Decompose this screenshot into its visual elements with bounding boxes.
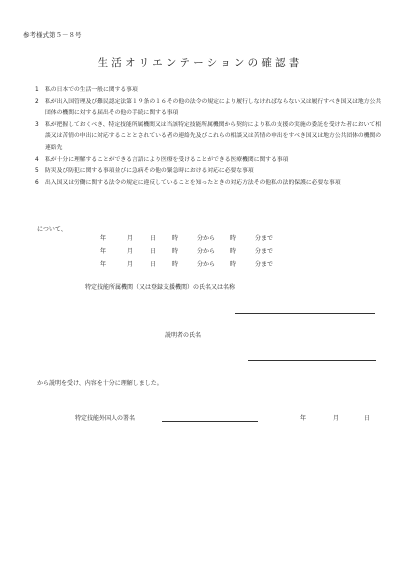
hour-label-2: 時 — [230, 248, 237, 255]
month-label: 月 — [127, 235, 134, 242]
item-text: 防災及び防犯に関する事項並びに急病その他の緊急時における対応に必要な事項 — [45, 168, 254, 175]
minute-from-label: 分から — [197, 235, 216, 242]
day-label: 日 — [150, 235, 157, 242]
item-text: 私の日本での生活一般に関する事項 — [45, 87, 138, 93]
list-item — [35, 120, 385, 155]
org-name-field[interactable] — [235, 313, 375, 314]
sign-day-label: 日 — [364, 415, 371, 422]
item-number: 5 — [35, 168, 39, 175]
item-number: 1 — [35, 87, 39, 93]
hour-label: 時 — [172, 261, 179, 268]
signature-field[interactable] — [162, 421, 258, 422]
day-label: 日 — [150, 248, 157, 255]
sign-month-label: 月 — [333, 415, 340, 422]
list-item — [35, 155, 385, 167]
form-number: 参考様式第５－８号 — [23, 31, 82, 39]
item-text: 出入国又は労働に関する法令の規定に違反していることを知ったときの対応方法その他私の法的保護に必要な事項 — [45, 179, 341, 186]
item-number: 3 — [35, 121, 39, 128]
minute-from-label: 分から — [197, 261, 216, 268]
about-label: について、 — [37, 226, 67, 233]
minute-from-label: 分から — [197, 248, 216, 255]
year-label: 年 — [100, 261, 107, 268]
explainer-name-field[interactable] — [248, 360, 376, 361]
explainer-name-label: 説明者の氏名 — [165, 332, 202, 339]
year-label: 年 — [100, 248, 107, 255]
day-label: 日 — [150, 261, 157, 268]
org-name-label: 特定技能所属機関（又は登録支援機関）の氏名又は名称 — [85, 284, 236, 291]
year-label: 年 — [100, 235, 107, 242]
received-statement: から説明を受け、内容を十分に理解しました。 — [37, 380, 163, 387]
month-label: 月 — [127, 248, 134, 255]
hour-label: 時 — [172, 235, 179, 242]
hour-label-2: 時 — [230, 235, 237, 242]
minute-to-label: 分まで — [255, 248, 274, 255]
document-title: 生活オリエンテーションの確認書 — [97, 57, 303, 69]
list-item — [35, 97, 385, 120]
item-text: 私が十分に理解することができる言語により医療を受けることができる医療機関に関する事項 — [45, 156, 289, 163]
item-number: 4 — [35, 156, 39, 163]
minute-to-label: 分まで — [255, 261, 274, 268]
hour-label: 時 — [172, 248, 179, 255]
signature-label: 特定技能外国人の署名 — [75, 415, 136, 422]
checklist — [35, 85, 385, 189]
list-item — [35, 178, 385, 190]
list-item — [35, 85, 385, 97]
item-number: 6 — [35, 179, 39, 186]
hour-label-2: 時 — [230, 261, 237, 268]
item-text: 私が把握しておくべき、特定技能所属機関又は当該特定技能所属機関から契約により私の支援の実施の委託を受けた者において相談又は苦情の申出に対応することとされている者の連絡先及びこれらの相談又は苦情の申出をすべき国又は地方公共団体の機関の連絡先 — [45, 121, 382, 151]
item-text: 私が出入国管理及び難民認定法第１９条の１６その他の法令の規定により履行しなければならない又は履行すべき国又は地方公共団体の機関に対する届出その他の手続に関する事項 — [45, 98, 382, 117]
month-label: 月 — [127, 261, 134, 268]
minute-to-label: 分まで — [255, 235, 274, 242]
list-item — [35, 166, 385, 178]
sign-year-label: 年 — [300, 415, 307, 422]
item-number: 2 — [35, 98, 39, 105]
